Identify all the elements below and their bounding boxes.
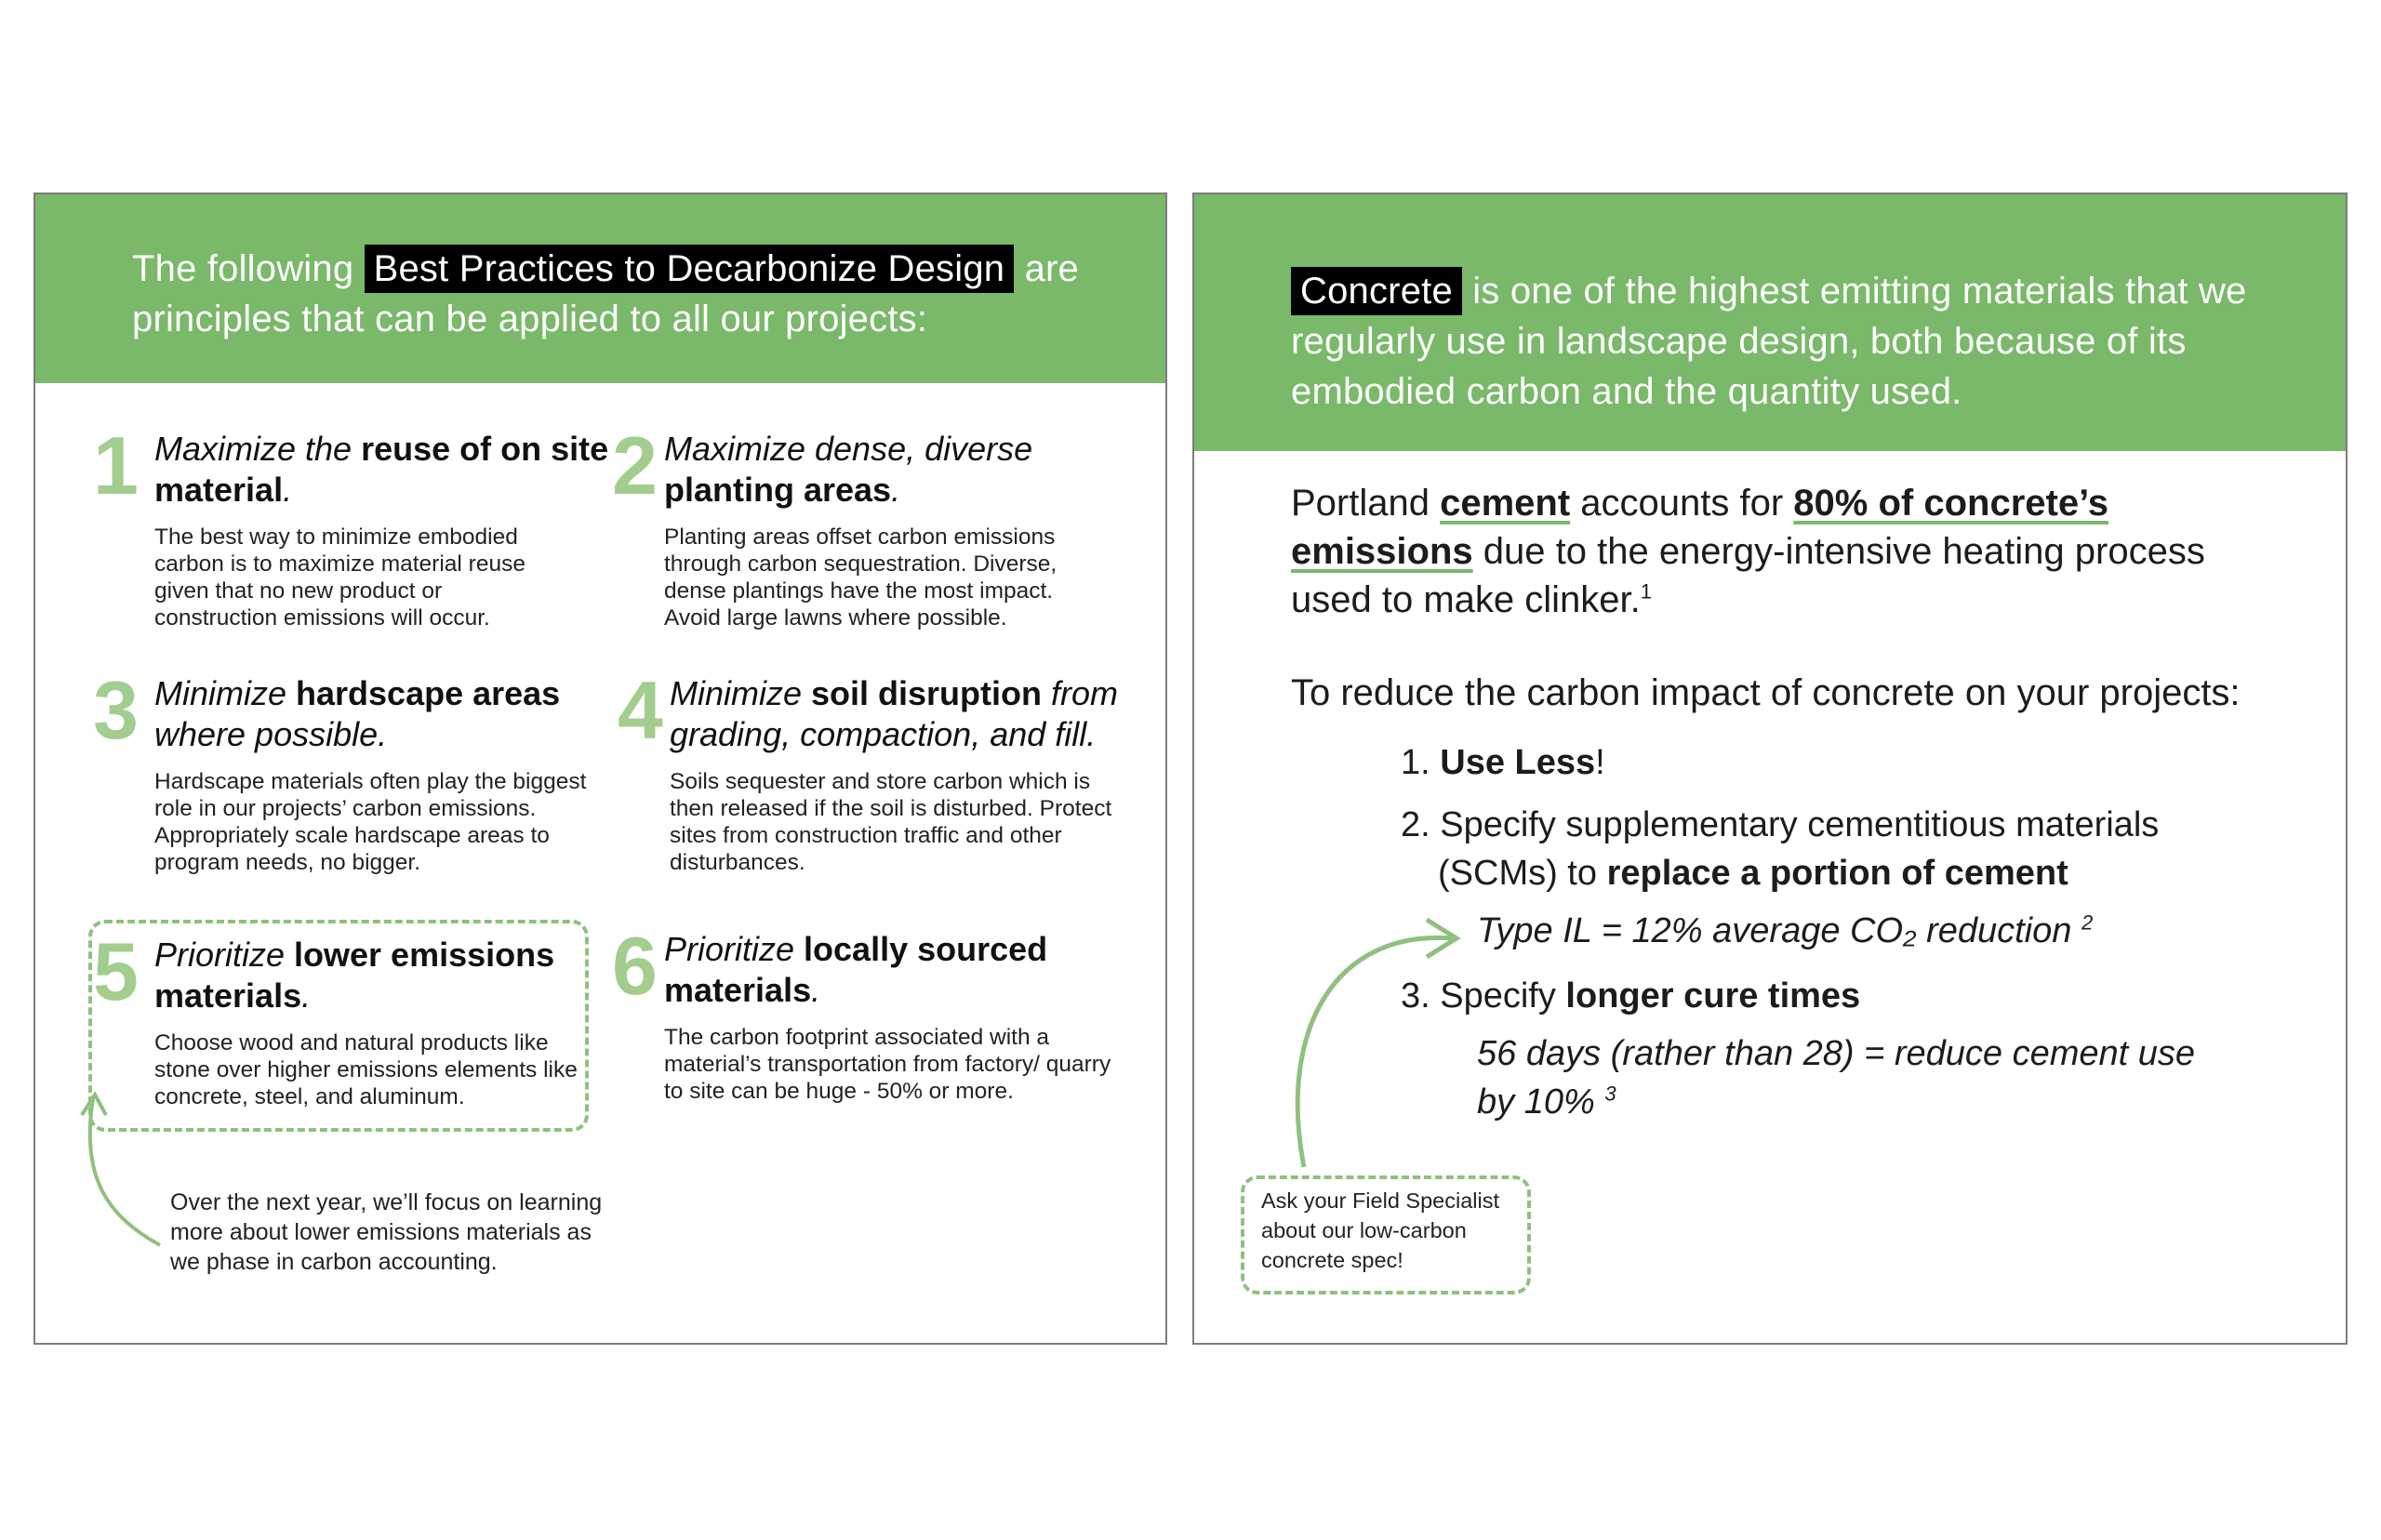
intro-text: The following Best Practices to Decarbonize Design are principles that can be applied to all our projects: [132,244,1118,344]
tip-description: Hardscape materials often play the biggest role in our projects’ carbon emissions. Appropriately scale hardscape areas to program needs, no bigger. [154,769,587,875]
tip-number: 6 [612,920,658,1012]
tip-description: Soils sequester and store carbon which is then released if the soil is disturbed. Protect sites from construction traffic and other disturbances. [670,769,1112,875]
tip-title: Maximize the reuse of on site material. [154,430,609,509]
tip-number: 1 [93,419,139,511]
tip-description: Choose wood and natural products like stone over higher emissions elements like concrete, steel, and aluminum. [154,1030,578,1109]
tip-title: Prioritize lower emissions materials. [154,936,555,1015]
step-3-detail: 56 days (rather than 28) = reduce cement use by 10% $^3$ [1477,1034,2196,1122]
step-2-detail: Type IL = 12% average CO₂ reduction $^2$ [1477,910,2094,950]
step-3: 3. Specify longer cure times [1401,976,1861,1016]
tip-description: Planting areas offset carbon emissions through carbon sequestration. Diverse, dense plantings have the most impact. Avoid large lawns where possible. [664,524,1057,631]
step-1: 1. Use Less! [1401,743,1605,782]
field-specialist-note: Ask your Field Specialist about our low-carbon concrete spec! [1261,1188,1499,1272]
best-practices-panel [33,192,1167,1345]
intro-text: Concrete is one of the highest emitting materials that we regularly use in landscape design, both because of its embodied carbon and the quantity used. [1291,266,2295,417]
tip-number: 5 [93,925,139,1017]
tip-description: The best way to minimize embodied carbon is to maximize material reuse given that no new product or construction emissions will occur. [154,524,525,631]
tip-title: Maximize dense, diverse planting areas. [664,430,1033,509]
intro-highlight: Best Practices to Decarbonize Design [365,245,1015,293]
concrete-panel [1192,192,2348,1345]
tip-title: Minimize soil disruption from grading, compaction, and fill. [670,674,1119,753]
intro-highlight: Concrete [1291,267,1462,315]
tip-title: Minimize hardscape areas where possible. [154,674,561,753]
tip-number: 2 [612,419,658,511]
curved-arrow-icon [35,194,221,1347]
focus-note: Over the next year, we’ll focus on learning more about lower emissions materials as we phase in carbon accounting. [170,1189,603,1275]
tip-number: 3 [93,664,139,756]
curved-arrow-icon [1194,194,1566,1347]
tip-title: Prioritize locally sourced materials. [664,930,1048,1009]
tip-number: 4 [618,664,663,756]
step-2: 2. Specify supplementary cementitious materials (SCMs) to replace a portion of cement [1401,805,2160,893]
cement-paragraph: Portland cement accounts for 80% of concrete’s emissions due to the energy-intensive heating process used to make clinker.$^1$ [1291,483,2205,620]
reduce-lead: To reduce the carbon impact of concrete on your projects: [1291,672,2241,713]
tip-description: The carbon footprint associated with a material’s transportation from factory/ quarry to site can be huge - 50% or more. [664,1025,1111,1104]
